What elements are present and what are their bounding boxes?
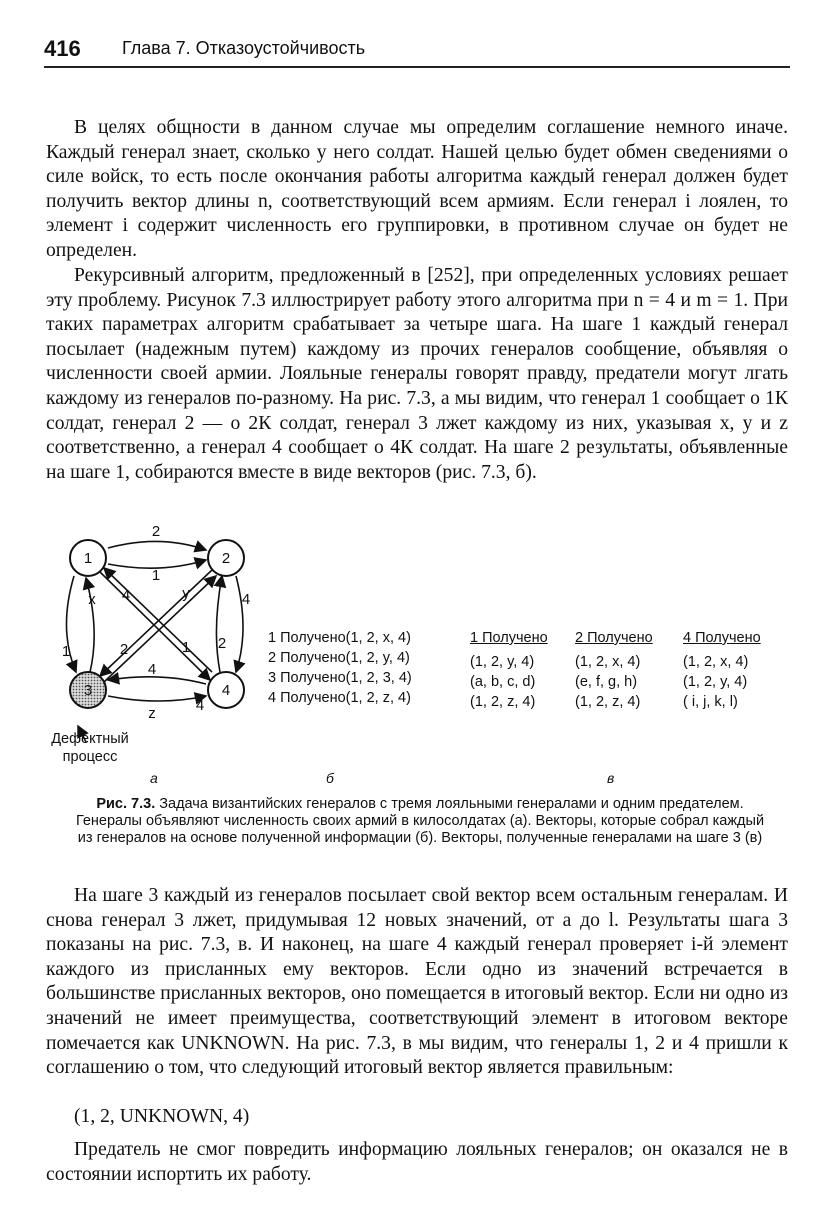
list-item: 2 Получено(1, 2, y, 4) [268,650,410,666]
list-item: 3 Получено(1, 2, 3, 4) [268,670,412,686]
vector-row: (1, 2, y, 4) [470,654,535,670]
list-item: 4 Получено(1, 2, z, 4) [268,690,411,706]
page-number: 416 [44,36,81,61]
vector-row: (1, 2, y, 4) [683,674,748,690]
edge-label: 2 [119,641,129,658]
vector-column-1 [470,630,548,714]
edge-label: 2 [151,523,161,540]
edge-label: x [88,591,96,608]
received-list [268,630,412,710]
sub-label-b: б [326,770,334,786]
edge-label: y [182,585,190,602]
caption-label: Рис. 7.3. [96,796,156,812]
vector-column-4 [683,630,761,714]
sub-label-a: а [150,770,158,786]
defective-process-label: Дефектный процесс [51,731,129,765]
vector-row: (e, f, g, h) [575,674,638,690]
edge-label: 4 [241,591,251,608]
vector-row: ( i, j, k, l) [683,694,738,710]
paragraph-4: Предатель не смог повредить информацию лояльных генералов; он оказался не в состоянии испортить их работу. [46,1139,788,1185]
edge-label: 1 [61,643,71,660]
vector-column-header: 4 Получено [683,630,761,646]
vector-row: (1, 2, z, 4) [575,694,641,710]
caption-text: Задача византийских генералов с тремя лояльными генералами и одним предателем. Генералы объявляют численность своих армий в килосолдатах (а). Векторы, которые собрал каждый из генералов на основе полученной информации (б). Векторы, полученные генералами на шаге 3 (в) [75,796,765,846]
edge-4-2 [216,576,222,672]
paragraph-2: Рекурсивный алгоритм, предложенный в [252], при определенных условиях решает эту проблему. Рисунок 7.3 иллюстрирует работу этого алгоритма при n = 4 и m = 1. При таких параметрах алгоритм срабатывает за четыре шага. На шаге 1 каждый генерал посылает (надежным путем) каждому из прочих генералов сообщение, объявляя о численности своей армии. Лояльные генералы говорят правду, предатели могут лгать каждому из генералов по-разному. На рис. 7.3, а мы видим, что генерал 1 сообщает о 1К солдат, генерал 2 — о 2К солдат, генерал 3 лжет каждому из них, указывая x, y и z соответственно, а генерал 4 сообщает о 4К солдат. На шаге 2 результаты, объявленные на шаге 1, собираются вместе в виде векторов (рис. 7.3, б). [46,265,788,483]
edge-label: 2 [217,635,227,652]
node-2-label: 2 [221,550,231,567]
page-header [44,36,790,68]
node-4-label: 4 [221,682,231,699]
vector-row: (1, 2, x, 4) [683,654,749,670]
final-vector-formula: (1, 2, UNKNOWN, 4) [74,1106,250,1127]
vector-column-2 [575,630,653,714]
node-3-label: 3 [83,682,93,699]
vector-row: (1, 2, x, 4) [575,654,641,670]
paragraph-1: В целях общности в данном случае мы определим соглашение немного иначе. Каждый генерал знает, сколько у него солдат. Нашей целью будет обмен сведениями о силе войск, то есть после окончания работы алгоритма каждый генерал должен будет получить вектор длины n, соответствующий всем армиям. Если генерал i лоялен, то элемент i содержит численность его группировки, в противном случае он будет не определен. [46,117,788,261]
edge-label: 4 [195,697,205,714]
edge-3-4 [108,696,206,701]
vector-row: (1, 2, z, 4) [470,694,536,710]
edge-2-1 [108,541,206,550]
edge-label: 4 [121,587,131,604]
figure-caption [70,796,770,847]
sub-label-v: в [607,770,615,786]
edge-label: 1 [151,567,161,584]
vector-column-header: 2 Получено [575,630,653,646]
graph-nodes [70,540,244,708]
vector-row: (a, b, c, d) [470,674,536,690]
paragraph-3: На шаге 3 каждый из генералов посылает свой вектор всем остальным генералам. И снова генерал 3 лжет, придумывая 12 новых значений, от a до l. Результаты шага 3 показаны на рис. 7.3, в. И наконец, на шаге 4 каждый генерал проверяет i-й элемент каждого из присланных ему векторов. Если одно из значений встречается в большинстве присланных векторов, оно помещается в итоговый вектор. Если ни одно из значений не имеет преимущества, соответствующий элемент в итоговом векторе помечается как UNKNOWN. На рис. 7.3, в мы видим, что генералы 1, 2 и 4 пришли к соглашению о том, что следующий итоговый вектор является правильным: [46,885,788,1079]
list-item: 1 Получено(1, 2, x, 4) [268,630,411,646]
node-1-label: 1 [83,550,93,567]
vector-column-header: 1 Получено [470,630,548,646]
edge-label: 4 [147,661,157,678]
figure-7-3 [0,520,833,800]
edge-label: 1 [181,639,191,656]
edge-4-3 [108,677,206,684]
running-title: Глава 7. Отказоустойчивость [122,38,366,58]
edge-label: z [148,705,156,722]
